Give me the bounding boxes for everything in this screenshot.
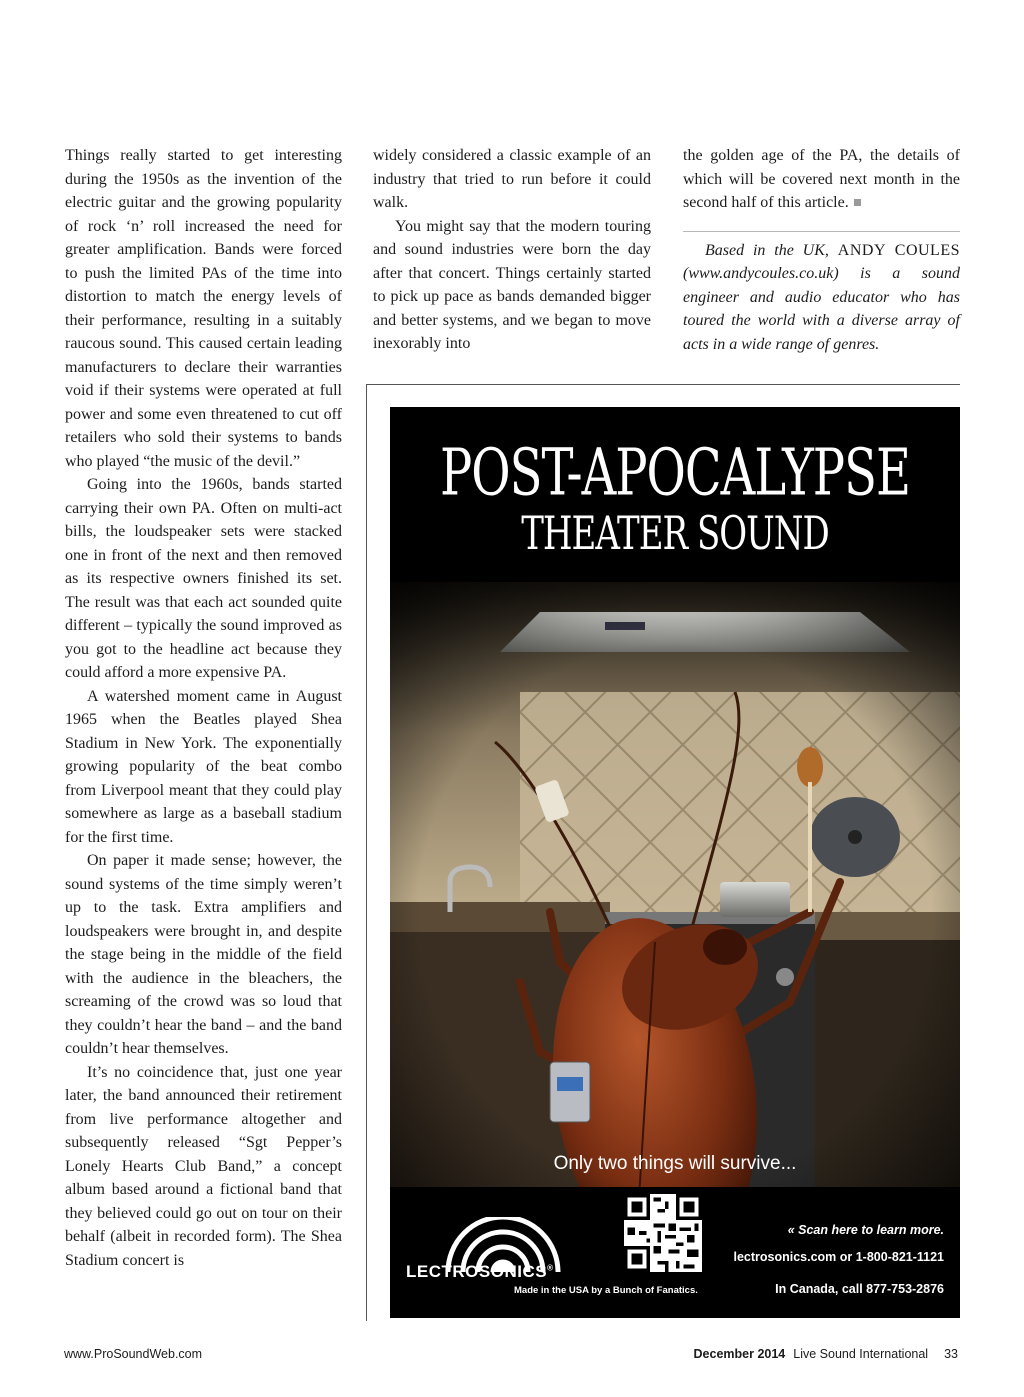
article-column-2 (373, 144, 651, 356)
bio-lead: Based in the UK, (705, 241, 838, 259)
ad-tagline: Only two things will survive... (553, 1153, 797, 1174)
contact-canada: In Canada, call 877-753-2876 (775, 1282, 944, 1296)
ad-frame-rule-vertical (366, 384, 367, 1321)
end-of-article-icon (854, 199, 861, 206)
qr-code-icon[interactable] (624, 1194, 702, 1272)
paragraph: It’s no coincidence that, just one year later, the band announced their retirement from live performance altogether and subsequently released “Sgt Pepper’s Lonely Hearts Club Band,” a concept album based around a fictional band that they believed could go out on tour on their behalf (albeit in recorded form). The Shea Stadium concert is (65, 1063, 342, 1269)
magazine-name: Live Sound International (793, 1347, 929, 1361)
brand-name (406, 1262, 553, 1282)
advertisement[interactable] (390, 407, 960, 1318)
brand-text: LECTROSONICS (406, 1262, 548, 1281)
author-name: ANDY COULES (837, 241, 960, 259)
footer-website[interactable]: www.ProSoundWeb.com (64, 1347, 203, 1361)
made-in-text: Made in the USA by a Bunch of Fanatics. (514, 1285, 698, 1296)
paragraph-text: the golden age of the PA, the details of which will be covered next month in the second half of this article. (683, 147, 960, 211)
paragraph: Going into the 1960s, bands started carrying their own PA. Often on multi-act bills, the loudspeaker sets were stacked one in front of the next and then removed as its respective owners finished its set. The result was that each act sounded quite different – typically the sound improved as you got to the headline act because they could afford a more expensive PA. (65, 476, 342, 681)
ad-subheadline: THEATER SOUND (521, 507, 829, 561)
paragraph: A watershed moment came in August 1965 when the Beatles played Shea Stadium in New York. The exponentially growing popularity of the beat combo from Liverpool meant that they could play somewhere as large as a baseball stadium for the first time. (65, 687, 342, 846)
cockroach-kitchen-illustration (390, 582, 960, 1187)
scan-prompt: « Scan here to learn more. (787, 1223, 944, 1237)
paragraph: You might say that the modern touring and sound industries were born the day after that concert. Things certainly started to pick up pace as bands demanded bigger and better systems, and we began to move inexorably into (373, 217, 651, 352)
paragraph: Things really started to get interesting during the 1950s as the invention of the electric guitar and the growing popularity of rock ‘n’ roll increased the need for greater amplification. Bands were forced to push the limited PAs of the time into distortion to match the energy levels of their performance, resulting in a suitably raucous sound. This caused certain leading manufacturers to declare their warranties void if their systems were operated at full power and some even threatened to cut off retailers who sold their systems to bands who played “the music of the devil.” (65, 147, 342, 470)
page-number: 33 (944, 1347, 958, 1361)
contact-phone[interactable]: lectrosonics.com or 1-800-821-1121 (733, 1250, 944, 1264)
ad-frame-rule-horizontal (366, 384, 960, 385)
bio-divider (683, 231, 960, 232)
registered-mark: ® (547, 1263, 554, 1273)
bio-text: (www.andycoules.co.uk) is a sound engineer and audio educator who has toured the world with a diverse array of acts in a wide range of genres. (683, 265, 960, 353)
paragraph: widely considered a classic example of an industry that tried to run before it could walk. (373, 147, 651, 211)
author-bio (683, 239, 960, 357)
article-column-1 (65, 144, 342, 1272)
paragraph: On paper it made sense; however, the sound systems of the time simply weren’t up to the task. Extra amplifiers and loudspeakers were brought in, and despite the stage being in the middle of the field with the audience in the bleachers, the screaming of the crowd was so loud that they couldn’t hear the band – and the band couldn’t hear themselves. (65, 852, 342, 1057)
footer-info (694, 1347, 958, 1361)
issue-date: December 2014 (693, 1347, 786, 1361)
ad-headline: POST-APOCALYPSE (440, 435, 910, 511)
paragraph (683, 144, 960, 215)
article-column-3 (683, 144, 960, 356)
